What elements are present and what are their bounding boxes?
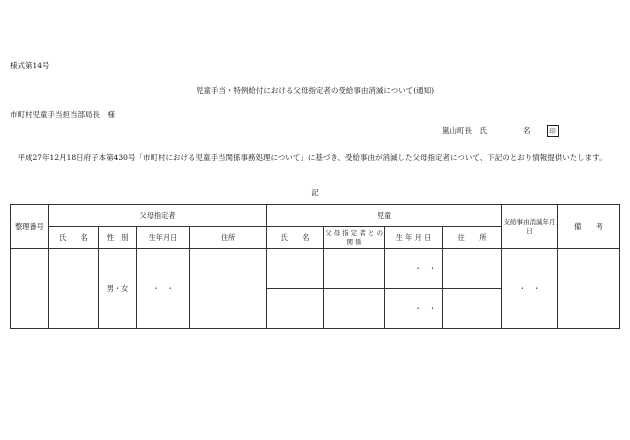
child-relation-cell[interactable]	[324, 249, 385, 289]
guardian-sex-cell[interactable]: 男・女	[99, 249, 137, 329]
guardian-dob-header: 生年月日	[137, 227, 190, 249]
sender-name-label: 名	[523, 126, 531, 135]
header-remarks: 備 考	[558, 205, 620, 249]
seal-mark: 印	[547, 125, 559, 137]
child-relation-cell[interactable]	[324, 289, 385, 329]
child-address-header: 住 所	[443, 227, 502, 249]
sender-line	[442, 125, 559, 137]
serial-no-cell[interactable]	[11, 249, 49, 329]
child-name-cell[interactable]	[267, 289, 324, 329]
child-dob-header: 生 年 月 日	[385, 227, 443, 249]
info-table	[10, 204, 620, 329]
header-serial-no: 整理番号	[11, 205, 49, 249]
guardian-sex-header: 性 別	[99, 227, 137, 249]
child-address-cell[interactable]	[443, 249, 502, 289]
form-number: 様式第14号	[10, 61, 50, 70]
end-date-cell[interactable]: ・ ・	[502, 249, 558, 329]
header-end-date: 支給事由消滅年月日	[502, 205, 558, 249]
remarks-cell[interactable]	[558, 249, 620, 329]
header-guardian: 父母指定者	[49, 205, 267, 227]
child-address-cell[interactable]	[443, 289, 502, 329]
document-title: 児童手当・特例給付における父母指定者の受給事由消滅について(通知)	[195, 86, 435, 95]
guardian-name-header: 氏 名	[49, 227, 99, 249]
body-text: 平成27年12月18日府子本第430号「市町村における児童手当関係事務処理について」に基づき、受給事由が消滅した父母指定者について、下記のとおり情報提供いたします。	[17, 153, 607, 162]
child-name-cell[interactable]	[267, 249, 324, 289]
header-child: 児童	[267, 205, 502, 227]
child-dob-cell[interactable]: ・ ・	[385, 249, 443, 289]
guardian-address-header: 住所	[190, 227, 267, 249]
child-dob-cell[interactable]: ・ ・	[385, 289, 443, 329]
note-mark: 記	[311, 188, 319, 197]
addressee: 市町村児童手当担当部局長 様	[10, 110, 115, 119]
guardian-name-cell[interactable]	[49, 249, 99, 329]
guardian-dob-cell[interactable]: ・ ・	[137, 249, 190, 329]
child-relation-header: 父 母 指 定 者 と の 関 係	[324, 227, 385, 249]
sender-prefix: 嵐山町長 氏	[442, 126, 487, 135]
guardian-address-cell[interactable]	[190, 249, 267, 329]
child-name-header: 氏 名	[267, 227, 324, 249]
